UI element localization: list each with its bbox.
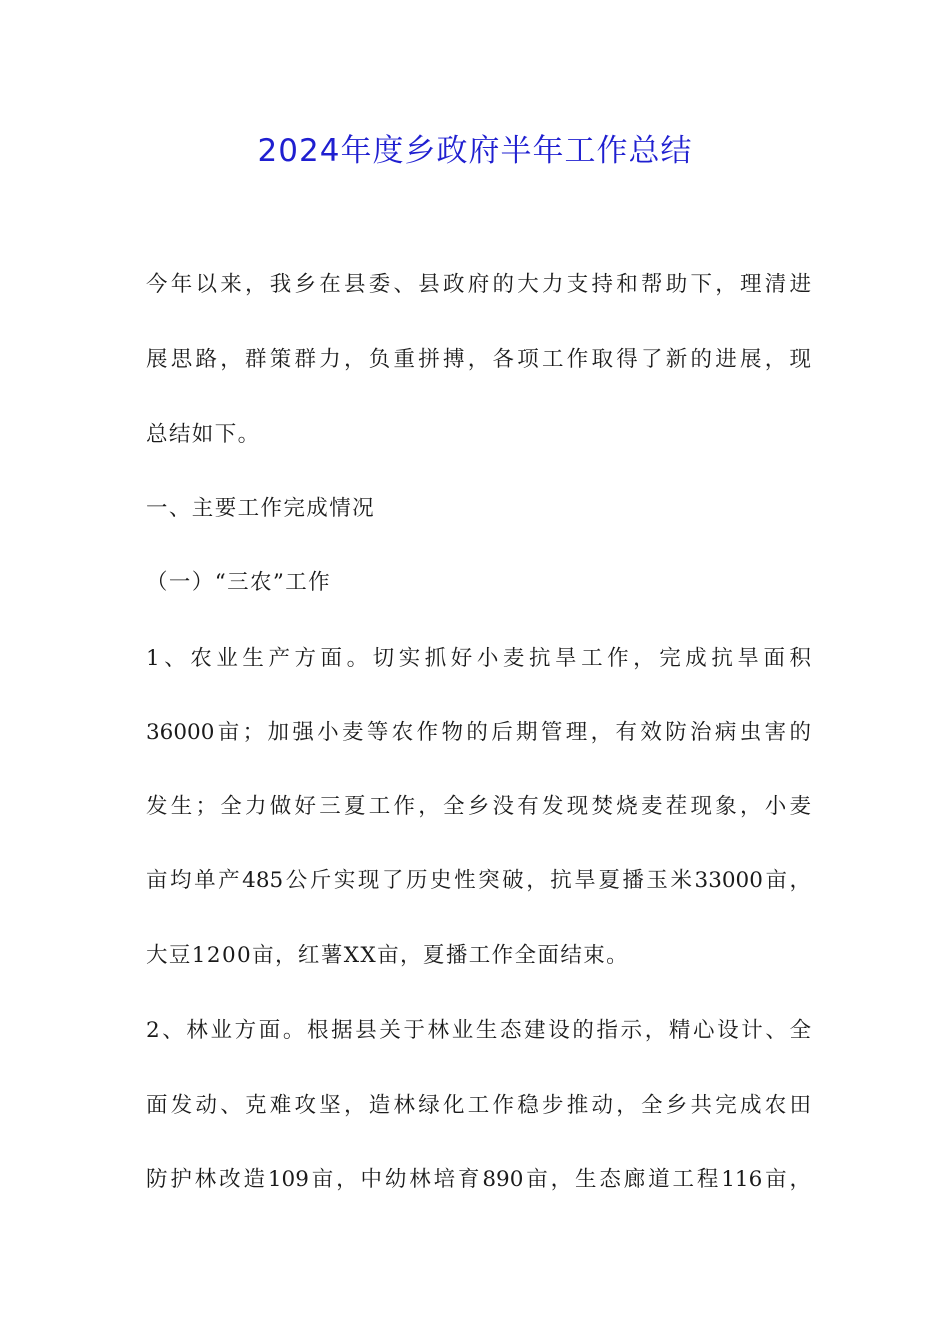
paragraph-line: 面发动、克难攻坚，造林绿化工作稳步推动，全乡共完成农田 <box>146 1093 811 1118</box>
paragraph-line: 防护林改造109亩，中幼林培育890亩，生态廊道工程116亩， <box>146 1167 811 1192</box>
document-title: 2024年度乡政府半年工作总结 <box>257 133 693 169</box>
paragraph-line: 展思路，群策群力，负重拼搏，各项工作取得了新的进展，现 <box>146 347 811 372</box>
paragraph-line: 1、农业生产方面。切实抓好小麦抗旱工作，完成抗旱面积 <box>146 646 811 671</box>
paragraph-line: 2、林业方面。根据县关于林业生态建设的指示，精心设计、全 <box>146 1018 811 1043</box>
paragraph-line: 总结如下。 <box>146 422 261 447</box>
paragraph-line: 36000亩；加强小麦等农作物的后期管理，有效防治病虫害的 <box>146 720 811 745</box>
section-heading: 一、主要工作完成情况 <box>146 496 376 521</box>
paragraph-line: 亩均单产485公斤实现了历史性突破，抗旱夏播玉米33000亩， <box>146 868 811 893</box>
paragraph-line: 大豆1200亩，红薯XX亩，夏播工作全面结束。 <box>146 943 630 968</box>
paragraph-line: 今年以来，我乡在县委、县政府的大力支持和帮助下，理清进 <box>146 272 811 297</box>
paragraph-line: 发生；全力做好三夏工作，全乡没有发现焚烧麦茬现象，小麦 <box>146 794 811 819</box>
subsection-heading: （一）“三农”工作 <box>146 570 332 595</box>
